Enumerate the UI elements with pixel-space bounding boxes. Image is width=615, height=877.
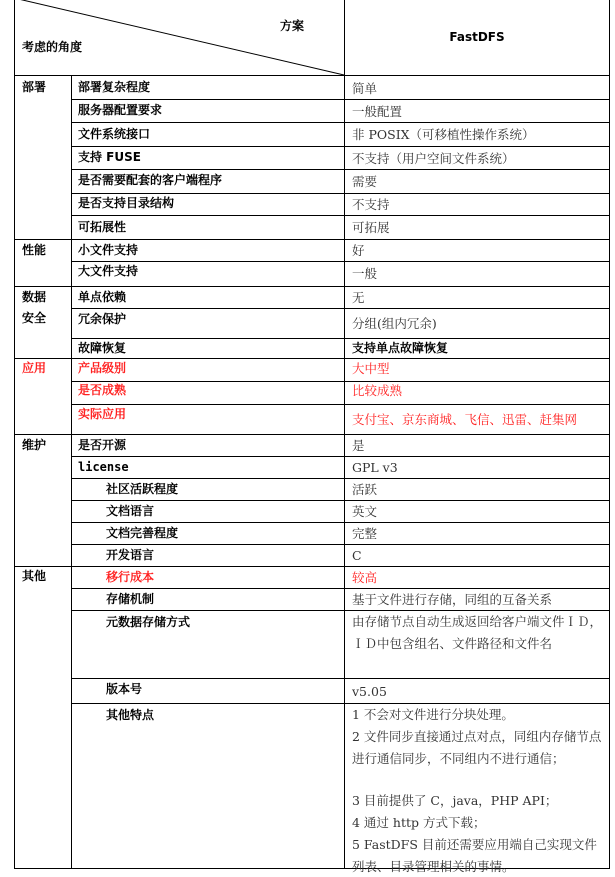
criterion-cell: 文件系统接口 [78, 127, 151, 141]
criterion-cell: 大文件支持 [78, 264, 139, 278]
criterion-cell: 元数据存储方式 [106, 615, 191, 629]
group-label-application: 应用 [22, 361, 47, 375]
criterion-cell: 小文件支持 [78, 243, 139, 257]
row-sep [71, 338, 610, 339]
criterion-cell: 服务器配置要求 [78, 103, 163, 117]
value-cell: 基于文件进行存储，同组的互备关系 [352, 592, 553, 607]
comparison-table [14, 0, 609, 874]
value-cell: 大中型 [352, 361, 390, 376]
value-cell: 是 [352, 438, 365, 453]
row-sep [71, 678, 610, 679]
value-cell-feature-5: 5 FastDFS 目前还需要应用端自己实现文件列表、目录管理相关的事情。 [352, 837, 597, 874]
row-sep [71, 261, 610, 262]
value-cell: 比较成熟 [352, 383, 403, 398]
value-cell: 一般 [352, 266, 378, 281]
value-cell: 需要 [352, 174, 378, 189]
criterion-cell: 社区活跃程度 [106, 482, 179, 496]
value-cell: 无 [352, 290, 365, 305]
group-label-deploy: 部署 [22, 80, 47, 94]
value-cell: 好 [352, 243, 365, 258]
criterion-cell: 是否成熟 [78, 383, 127, 397]
value-cell: 简单 [352, 81, 378, 96]
value-cell: 较高 [352, 570, 378, 585]
criterion-cell: 其他特点 [106, 708, 155, 722]
group-label-data-security-1: 数据 [22, 290, 47, 304]
criterion-cell: 是否开源 [78, 438, 127, 452]
value-cell: 支持单点故障恢复 [352, 341, 449, 355]
value-cell: 完整 [352, 526, 378, 541]
row-sep [71, 308, 610, 309]
row-sep [71, 381, 610, 382]
row-sep [71, 215, 610, 216]
value-cell: 英文 [352, 504, 378, 519]
criterion-cell: 单点依赖 [78, 290, 127, 304]
value-cell: 非 POSIX（可移植性操作系统） [352, 127, 535, 142]
criterion-cell: 冗余保护 [78, 312, 127, 326]
criterion-cell: 开发语言 [106, 548, 155, 562]
value-cell: 支付宝、京东商城、飞信、迅雷、赶集网 [352, 412, 578, 427]
col-sep-criterion [71, 75, 72, 869]
criterion-cell: 产品级别 [78, 361, 127, 375]
value-cell: 由存储节点自动生成返回给客户端文件ＩＤ，ＩＤ中包含组名、文件路径和文件名 [352, 614, 603, 651]
value-cell: 一般配置 [352, 104, 403, 119]
criterion-cell: 文档完善程度 [106, 526, 179, 540]
group-label-data-security-2: 安全 [22, 311, 47, 325]
criterion-cell: 可拓展性 [78, 220, 127, 234]
value-cell: 活跃 [352, 482, 378, 497]
criterion-cell: 文档语言 [106, 504, 155, 518]
value-cell: 不支持（用户空间文件系统） [352, 151, 515, 166]
group-label-maintenance: 维护 [22, 438, 47, 452]
criterion-cell: 部署复杂程度 [78, 80, 151, 94]
value-cell-feature-2: 2 文件同步直接通过点对点，同组内存储节点进行通信同步，不同组内不进行通信； [352, 729, 602, 766]
criterion-cell: license [78, 460, 129, 474]
value-cell: 不支持 [352, 197, 390, 212]
header-perspective-label: 考虑的角度 [22, 40, 83, 54]
value-cell-feature-4: 4 通过 http 方式下载； [352, 815, 486, 830]
header-fastdfs-title: FastDFS [449, 30, 505, 44]
criterion-cell: 是否支持目录结构 [78, 196, 175, 210]
criterion-cell: 移行成本 [106, 570, 155, 584]
criterion-cell: 故障恢复 [78, 341, 127, 355]
criterion-cell: 实际应用 [78, 407, 127, 421]
value-cell: v5.05 [352, 684, 387, 699]
value-cell: 分组(组内冗余) [352, 316, 437, 331]
value-cell: GPL v3 [352, 460, 398, 475]
criterion-cell: 版本号 [106, 682, 143, 696]
value-cell: 可拓展 [352, 220, 390, 235]
row-sep [71, 146, 610, 147]
value-cell: C [352, 548, 362, 563]
criterion-cell: 存储机制 [106, 592, 155, 606]
row-sep [71, 404, 610, 405]
row-sep [71, 456, 610, 457]
group-label-performance: 性能 [22, 243, 47, 257]
criterion-cell: 支持 FUSE [78, 150, 141, 164]
group-sep [14, 566, 610, 567]
group-label-other: 其他 [22, 569, 47, 583]
header-scheme-label: 方案 [280, 19, 305, 33]
value-cell-feature-1: 1 不会对文件进行分块处理。 [352, 707, 514, 722]
criterion-cell: 是否需要配套的客户端程序 [78, 173, 223, 187]
value-cell-feature-3: 3 目前提供了 C，java，PHP API； [352, 793, 558, 808]
row-sep [71, 122, 610, 123]
